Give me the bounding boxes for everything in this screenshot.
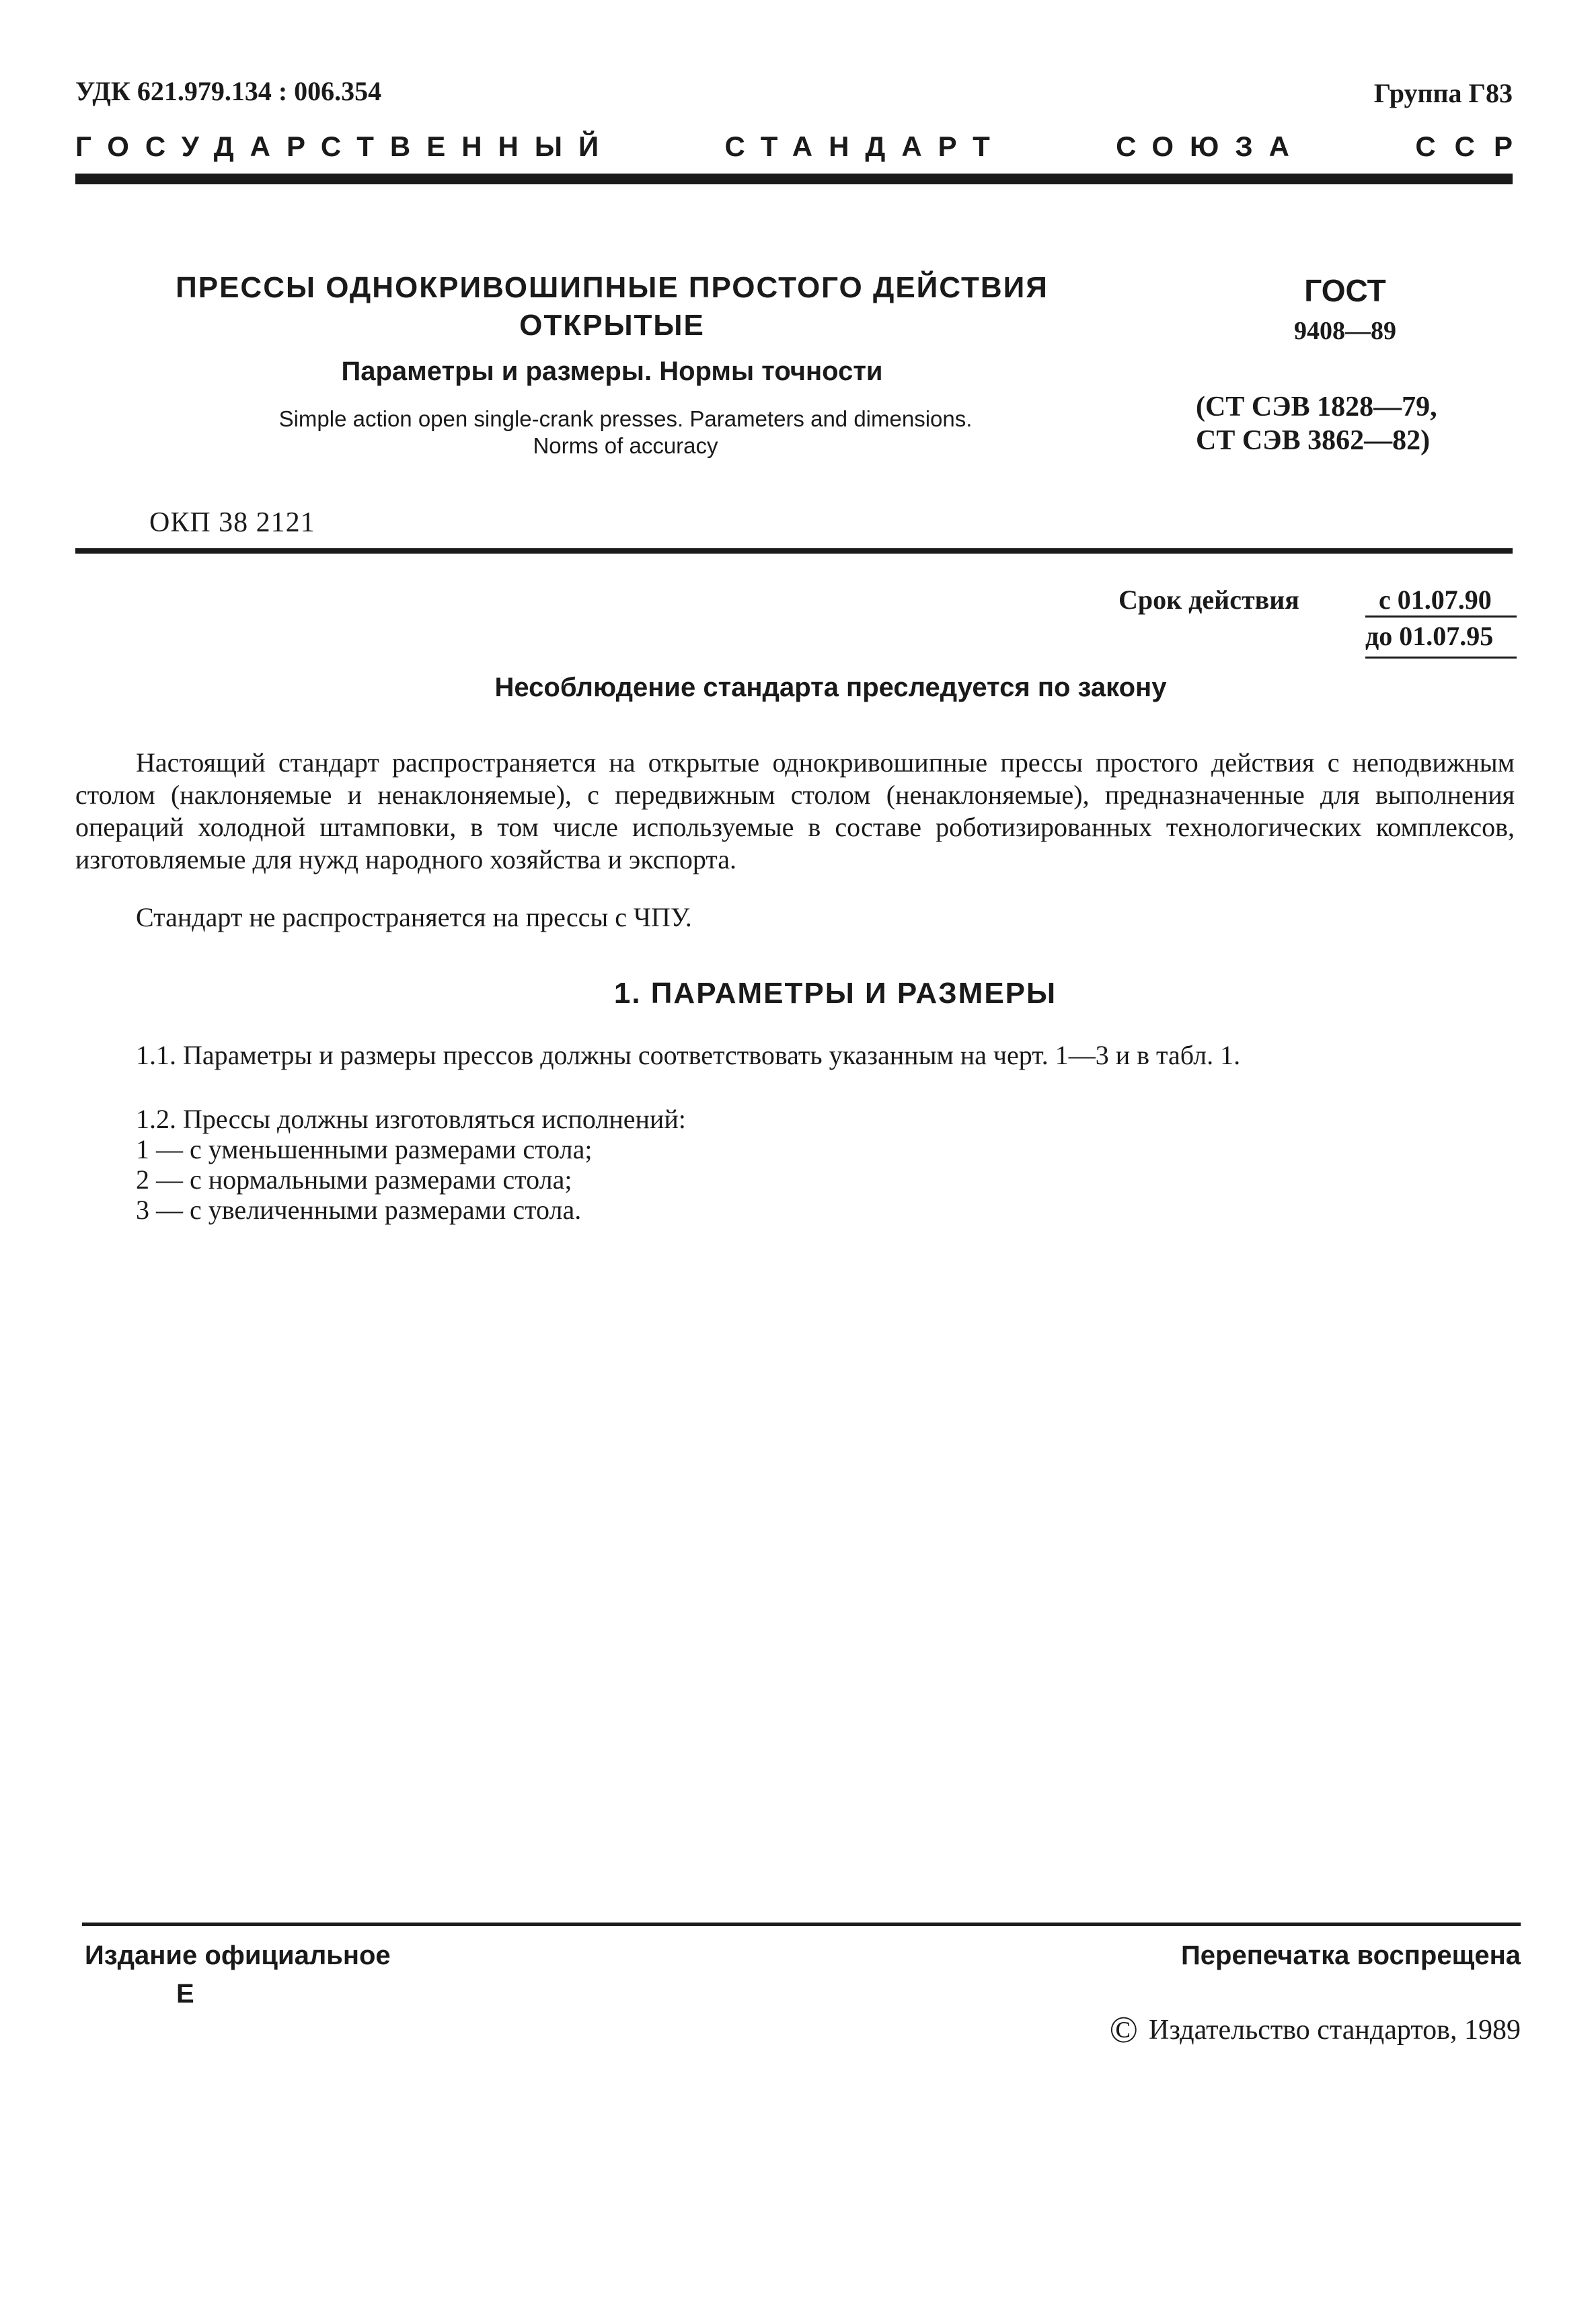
edition-mark: Е <box>176 1979 194 2009</box>
publisher-name: Издательство стандартов, 1989 <box>1149 2015 1521 2046</box>
english-title-line: Simple action open single-crank presses. Parameters and dimensions. <box>278 406 973 431</box>
okp-code: ОКП 38 2121 <box>149 507 315 538</box>
gost-label: ГОСТ <box>1304 273 1386 308</box>
footer-divider <box>82 1923 1521 1926</box>
banner-word: ССР <box>1415 130 1531 162</box>
clause-1-2: 1.2. Прессы должны изготовляться исполнений: <box>136 1104 686 1134</box>
group-code: Группа Г83 <box>1373 78 1513 108</box>
document-title <box>135 269 1090 344</box>
law-notice: Несоблюдение стандарта преследуется по закону <box>494 673 1167 702</box>
gost-number: 9408—89 <box>1294 317 1396 345</box>
title-divider <box>75 548 1513 554</box>
exclusion-paragraph: Стандарт не распространяется на прессы с ЧПУ. <box>136 902 692 932</box>
english-title <box>202 406 1049 459</box>
title-line: ОТКРЫТЫЕ <box>519 309 705 342</box>
list-item: 3 — с увеличенными размерами стола. <box>136 1195 582 1225</box>
clause-1-1: 1.1. Параметры и размеры прессов должны соответствовать указанным на черт. 1—3 и в табл. 1. <box>136 1040 1241 1070</box>
validity-underline <box>1365 657 1517 659</box>
state-standard-banner <box>75 130 1531 163</box>
title-line: ПРЕССЫ ОДНОКРИВОШИПНЫЕ ПРОСТОГО ДЕЙСТВИЯ <box>176 271 1049 304</box>
english-title-line: Norms of accuracy <box>533 433 718 458</box>
list-item: 1 — с уменьшенными размерами стола; <box>136 1134 593 1164</box>
banner-word: СОЮЗА <box>1116 130 1306 162</box>
sev-reference: (СТ СЭВ 1828—79, <box>1196 391 1437 422</box>
udk-code: УДК 621.979.134 : 006.354 <box>75 76 382 106</box>
validity-to: до 01.07.95 <box>1365 621 1494 651</box>
publisher-line <box>1110 2011 1521 2049</box>
section-title: 1. ПАРАМЕТРЫ И РАЗМЕРЫ <box>613 977 1057 1010</box>
scope-paragraph: Настоящий стандарт распространяется на открытые однокривошипные прессы простого действия с неподвижным столом (наклоняемые и ненаклоняемые), с передвижным столом (ненаклоняемые), предназначенные для выполнения операций холодной штамповки, в том числе используемые в составе роботизированных технологических комплексов, изготовляемые для нужд народного хозяйства и экспорта. <box>75 747 1515 874</box>
validity-underline <box>1365 616 1517 618</box>
copyright-icon: © <box>1109 2009 1139 2051</box>
banner-word: СТАНДАРТ <box>724 130 1006 162</box>
list-item: 2 — с нормальными размерами стола; <box>136 1164 572 1195</box>
validity-from: с 01.07.90 <box>1379 585 1492 615</box>
reprint-notice: Перепечатка воспрещена <box>1181 1941 1521 1970</box>
sev-references <box>1196 390 1437 457</box>
header-divider <box>75 174 1513 184</box>
edition-label: Издание официальное <box>85 1941 391 1970</box>
variants-list <box>136 1104 686 1225</box>
document-subtitle: Параметры и размеры. Нормы точности <box>341 357 883 386</box>
sev-reference: СТ СЭВ 3862—82) <box>1196 425 1431 456</box>
validity-label: Срок действия <box>1118 585 1299 615</box>
banner-word: ГОСУДАРСТВЕННЫЙ <box>75 130 615 162</box>
